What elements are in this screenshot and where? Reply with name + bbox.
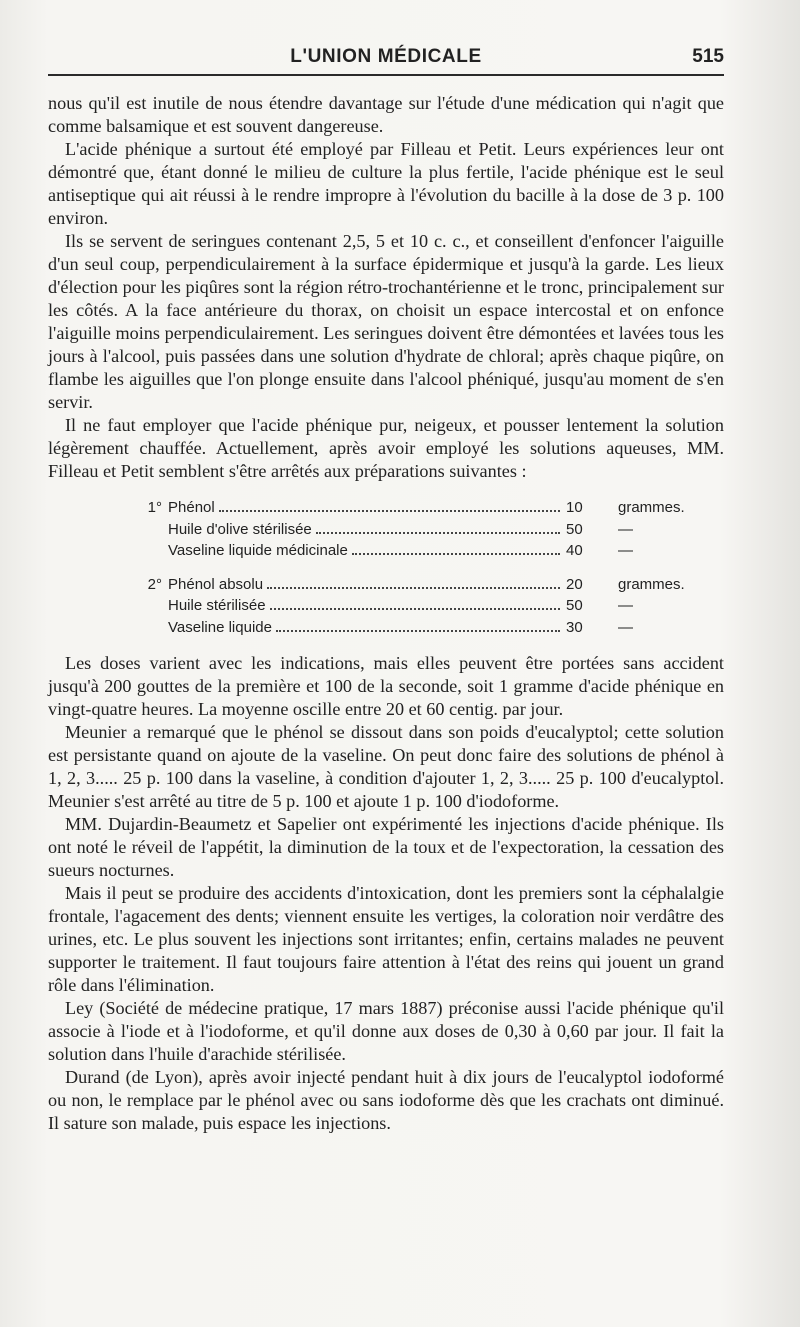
paragraph: Meunier a remarqué que le phénol se dissout dans son poids d'eucalyptol; cette solution est persistante quand on ajoute de la vaseline. On peut donc faire des solutions de phénol à 1, 2, 3..... 25 p. 100 dans la vaseline, à condition d'ajouter 1, 2, 3..... 25 p. 100 d'eucalyptol. Meunier s'est arrêté au titre de 5 p. 100 et ajoute 1 p. 100 d'iodoforme. xyxy=(48,722,724,811)
page-number: 515 xyxy=(692,46,724,67)
body-text xyxy=(48,92,724,1135)
ingredient-unit: grammes. xyxy=(618,499,685,516)
ingredient-unit: grammes. xyxy=(618,575,685,593)
paragraph: Ils se servent de seringues contenant 2,5, 5 et 10 c. c., et conseillent d'enfoncer l'aiguille d'un seul coup, perpendiculairement à la surface épidermique et jusqu'à la garde. Les lieux d'élection pour les piqûres sont la région rétro-trochantérienne et le tronc, principalement sur les côtés. A la face antérieure du thorax, on choisit un espace intercostal et on enfonce l'aiguille moins perpendiculairement. Les seringues doivent être démontées et lavées tous les jours à l'alcool, puis passées dans une solution d'hydrate de chloral; après chaque piqûre, on flambe les aiguilles que l'on plonge ensuite dans l'alcool phéniqué, jusqu'au moment de s'en servir. xyxy=(48,231,724,412)
recipe-list xyxy=(48,497,724,638)
recipe-2 xyxy=(48,574,724,639)
ingredient-name: Phénol absolu xyxy=(168,575,264,593)
ingredient-unit: — xyxy=(618,542,633,559)
paragraph: MM. Dujardin-Beaumetz et Sapelier ont expérimenté les injections d'acide phénique. Ils ont noté le réveil de l'appétit, la diminution de la toux et de l'expectoration, la cessation des sueurs nocturnes. xyxy=(48,814,724,880)
recipe-row xyxy=(48,617,724,639)
paragraph: Les doses varient avec les indications, mais elles peuvent être portées sans accident jusqu'à 200 gouttes de la première et 100 de la seconde, soit 1 gramme d'acide phénique en vingt-quatre heures. La moyenne oscille entre 20 et 60 centig. par jour. xyxy=(48,653,724,719)
paragraph: Il ne faut employer que l'acide phénique pur, neigeux, et pousser lentement la solution légèrement chauffée. Actuellement, après avoir employé les solutions aqueuses, MM. Filleau et Petit semblent s'être arrêtés aux préparations suivantes : xyxy=(48,415,724,481)
dot-leader xyxy=(219,510,560,512)
dot-leader xyxy=(267,587,560,589)
ingredient-unit: — xyxy=(618,520,633,538)
ingredient-name: Huile d'olive stérilisée xyxy=(168,520,312,538)
paragraphs-bottom xyxy=(48,652,724,1135)
paragraph: Durand (de Lyon), après avoir injecté pendant huit à dix jours de l'eucalyptol iodoformé ou non, le remplace par le phénol avec ou sans iodoforme dès que les crachats ont diminué. Il sature son malade, puis espace les injections. xyxy=(48,1067,724,1133)
recipe-row xyxy=(48,519,724,541)
recipe-number: 1° xyxy=(147,499,162,516)
recipe-number: 2° xyxy=(147,575,162,593)
journal-title: L'UNION MÉDICALE xyxy=(290,46,482,67)
ingredient-name: Vaseline liquide xyxy=(168,618,272,636)
ingredient-name: Vaseline liquide médicinale xyxy=(168,542,348,559)
dot-leader xyxy=(270,608,560,610)
paragraph: Mais il peut se produire des accidents d'intoxication, dont les premiers sont la céphalalgie frontale, l'agacement des dents; viennent ensuite les vertiges, la coloration noir verdâtre des urines, etc. Le plus souvent les injections sont irritantes; enfin, certains malades ne peuvent supporter le traitement. Il faut toujours faire attention à l'état des reins qui jouent un grand rôle dans l'élimination. xyxy=(48,883,724,995)
ingredient-unit: — xyxy=(618,618,633,636)
ingredient-name: Phénol xyxy=(168,499,215,516)
recipe-row xyxy=(48,574,724,596)
recipe-row xyxy=(48,595,724,617)
dot-leader xyxy=(276,630,560,632)
paragraphs-top xyxy=(48,92,724,483)
paragraph: nous qu'il est inutile de nous étendre davantage sur l'étude d'une médication qui n'agit que comme balsamique et est souvent dangereuse. xyxy=(48,93,724,136)
running-header xyxy=(48,44,724,76)
paragraph: Ley (Société de médecine pratique, 17 mars 1887) préconise aussi l'acide phénique qu'il associe à l'iode et à l'iodoforme, et qu'il donne aux doses de 0,30 à 0,60 par jour. Il fait la solution dans l'huile d'arachide stérilisée. xyxy=(48,998,724,1064)
paragraph: L'acide phénique a surtout été employé par Filleau et Petit. Leurs expériences leur ont démontré que, étant donné le milieu de culture la plus fertile, l'acide phénique est le seul antiseptique qui ait réussi à le rendre impropre à l'évolution du bacille à la dose de 3 p. 100 environ. xyxy=(48,139,724,228)
recipe-1 xyxy=(48,497,724,562)
ingredient-unit: — xyxy=(618,597,633,614)
recipe-row xyxy=(48,497,724,519)
ingredient-quantity: 30 xyxy=(566,618,583,636)
ingredient-quantity: 20 xyxy=(566,575,583,593)
recipe-row xyxy=(48,540,724,562)
ingredient-quantity: 10 xyxy=(566,499,583,516)
ingredient-name: Huile stérilisée xyxy=(168,597,266,614)
ingredient-quantity: 50 xyxy=(566,520,583,538)
ingredient-quantity: 40 xyxy=(566,542,583,559)
dot-leader xyxy=(352,553,560,555)
dot-leader xyxy=(316,532,560,534)
ingredient-quantity: 50 xyxy=(566,597,583,614)
